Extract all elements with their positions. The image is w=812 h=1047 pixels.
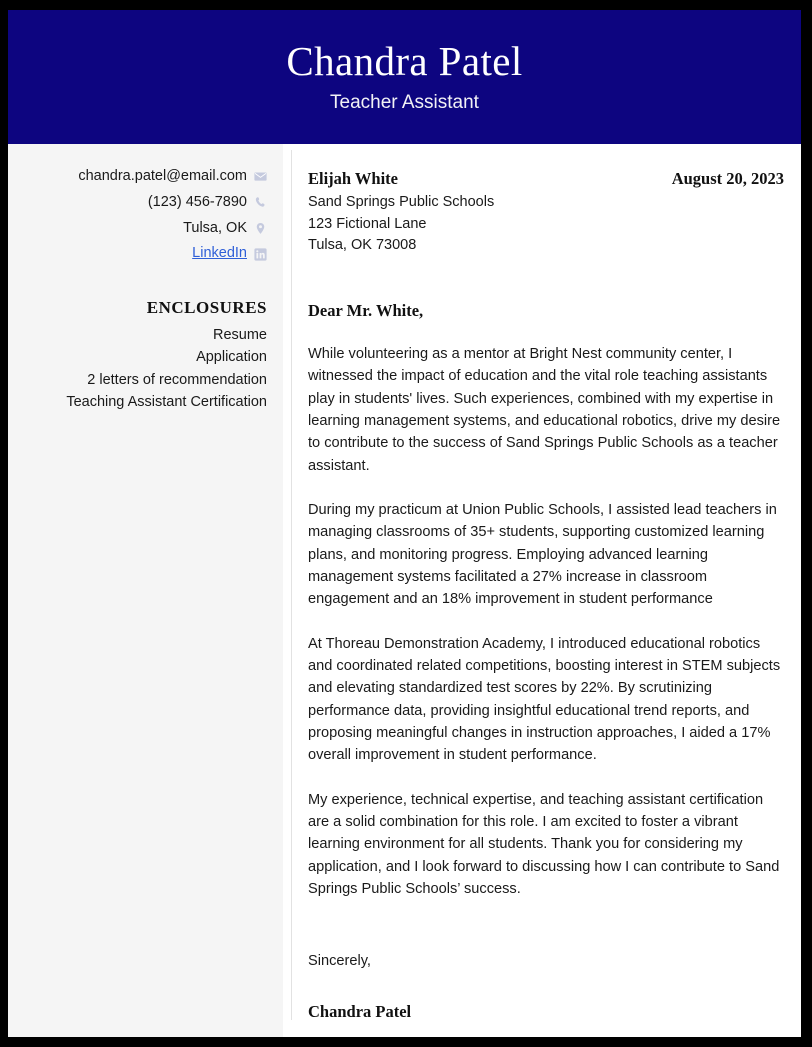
sidebar <box>8 144 283 1037</box>
letter-header-banner <box>8 10 801 144</box>
recipient-address-block <box>308 168 494 257</box>
enclosures-heading: ENCLOSURES <box>146 298 267 317</box>
list-item: 2 letters of recommendation <box>87 371 267 388</box>
list-item: Application <box>196 349 267 366</box>
recipient-and-date-row <box>308 168 784 257</box>
location-pin-icon <box>254 222 267 235</box>
contact-item-phone <box>18 192 267 214</box>
linkedin-icon[interactable] <box>254 248 267 261</box>
signature-name: Chandra Patel <box>308 1001 412 1021</box>
applicant-job-title: Teacher Assistant <box>330 92 479 114</box>
enclosures-list <box>18 324 267 414</box>
cover-letter-page <box>8 10 801 1037</box>
letter-paragraph: My experience, technical expertise, and teaching assistant certification are a solid combination for this role. I am excited to foster a vibrant learning environment for all students. Thank you for considering my application, and I look forward to discussing how I can contribute to Sand Springs Public Schools’ success. <box>308 791 780 897</box>
linkedin-link[interactable]: LinkedIn <box>192 245 247 262</box>
phone-icon <box>254 196 267 209</box>
letter-body <box>308 144 784 1022</box>
letter-date: August 20, 2023 <box>671 169 784 188</box>
contact-phone-text: (123) 456-7890 <box>147 193 247 210</box>
list-item: Resume <box>213 327 267 343</box>
letter-paragraph: While volunteering as a mentor at Bright Nest community center, I witnessed the impact of education and the vital role teaching assistants play in students' lives. Such experiences, combined with my expertise in learning management systems, and educational robotics, drive my desire to contribute to the success of Sand Springs Public Schools as a teacher assistant. <box>308 346 781 474</box>
list-item: Teaching Assistant Certification <box>66 394 267 411</box>
contact-location-text: Tulsa, OK <box>183 219 247 236</box>
applicant-name: Chandra Patel <box>286 38 523 85</box>
salutation: Dear Mr. White, <box>308 301 424 321</box>
recipient-name: Elijah White <box>308 169 399 188</box>
contact-info-list <box>18 166 267 265</box>
recipient-organization: Sand Springs Public Schools <box>308 194 495 211</box>
recipient-city-state-zip: Tulsa, OK 73008 <box>308 237 417 254</box>
contact-item-location <box>18 218 267 240</box>
contact-item-email <box>18 166 267 188</box>
envelope-icon <box>254 170 267 183</box>
letter-paragraph: At Thoreau Demonstration Academy, I introduced educational robotics and coordinated related competitions, boosting interest in STEM subjects and elevating standardized test scores by 22%. By scrutinizing performance data, providing insightful educational trend reports, and proposing meaningful changes in instruction approaches, I aided a 17% overall improvement in student performance. <box>308 635 781 764</box>
contact-item-linkedin[interactable] <box>18 243 267 265</box>
recipient-street: 123 Fictional Lane <box>308 215 427 232</box>
contact-email-text: chandra.patel@email.com <box>78 168 247 184</box>
closing-salutation: Sincerely, <box>308 953 371 970</box>
sidebar-divider <box>291 150 292 1020</box>
letter-paragraph: During my practicum at Union Public Schools, I assisted lead teachers in managing classrooms of 35+ students, supporting customized learning plans, and monitoring progress. Employing advanced learning management systems facilitated a 27% increase in classroom engagement and an 18% improvement in student performance <box>308 502 777 608</box>
